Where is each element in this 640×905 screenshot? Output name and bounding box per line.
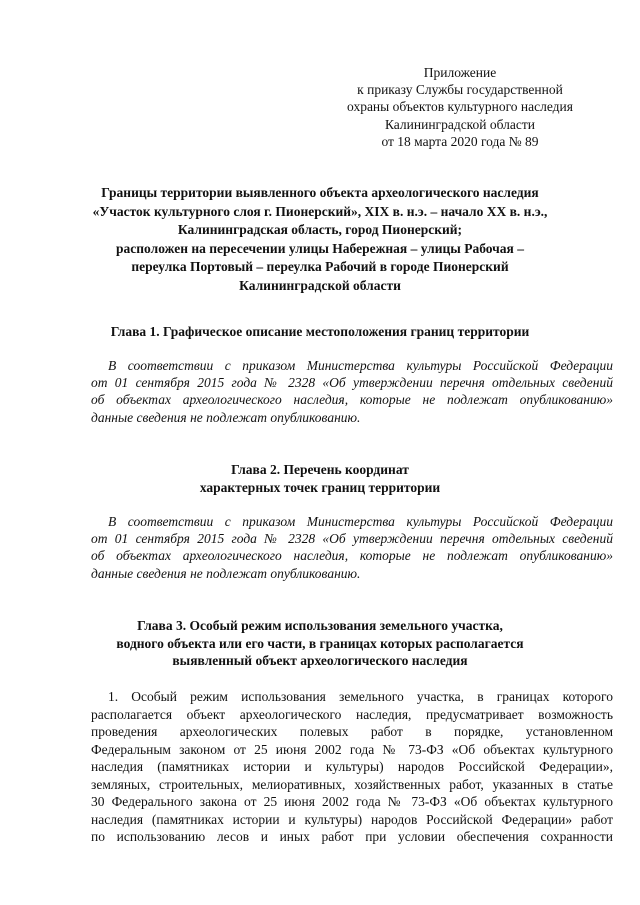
chapter-2-heading [60,461,580,496]
chapter-1-text [91,357,613,426]
text-line: 1. Особый режим использования земельного участка, в границах которого [108,689,613,704]
title-line: переулка Портовый – переулка Рабочий в городе Пионерский [131,259,509,275]
text-line: данные сведения не подлежат опубликованию. [91,565,361,581]
heading-line: выявленный объект археологического наследия [172,653,468,668]
text-line: от 01 сентября 2015 года № 2328 «Об утверждении перечня отдельных сведений [91,375,613,391]
text-line: проведения археологических полевых работ в порядке, установленном [91,724,613,739]
appendix-line: Приложение [423,65,497,80]
text-line: по использованию лесов и иных работ при условии обеспечения сохранности [91,829,613,844]
appendix-line: охраны объектов культурного наследия [347,99,573,115]
title-line: Границы территории выявленного объекта археологического наследия [101,185,539,200]
text-line: располагается объект археологического наследия, предусматривает возможность [91,706,613,722]
text-line: данные сведения не подлежат опубликованию. [91,409,361,425]
text-line: земляных, строительных, мелиоративных, хозяйственных работ, указанных в статье [91,776,613,792]
heading-line: Глава 2. Перечень координат [231,462,409,477]
text-line: 30 Федерального закона от 25 июня 2002 года № 73-ФЗ «Об объектах культурного [91,794,613,809]
text-line: Федеральным законом от 25 июня 2002 года № 73-ФЗ «Об объектах культурного [91,741,613,757]
appendix-block [330,64,590,150]
heading-line: характерных точек границ территории [199,479,441,495]
chapter-3-heading [60,617,580,670]
title-line: расположен на пересечении улицы Набережная – улицы Рабочая – [116,240,524,256]
text-line: В соответствии с приказом Министерства культуры Российской Федерации [108,358,613,373]
title-line: Калининградской области [239,277,401,293]
text-line: В соответствии с приказом Министерства культуры Российской Федерации [108,514,613,529]
chapter-2-text [91,513,613,582]
text-line: наследия (памятниках истории и культуры) народов Российской Федерации» работ [91,811,613,827]
title-line: «Участок культурного слоя г. Пионерский», XIX в. н.э. – начало XX в. н.э., [92,203,548,219]
heading-line: водного объекта или его части, в границах которых располагается [116,635,524,651]
appendix-line: от 18 марта 2020 года № 89 [381,133,539,149]
heading-line: Глава 3. Особый режим использования земельного участка, [137,618,503,633]
chapter-3-text [91,688,613,846]
text-line: наследия (памятниках истории и культуры) народов Российской Федерации», [91,759,613,774]
heading-line: Глава 1. Графическое описание местоположения границ территории [110,324,530,339]
text-line: об объектах археологического наследия, которые не подлежат опубликованию» [91,392,613,408]
document-title [60,184,580,296]
appendix-line: к приказу Службы государственной [357,82,563,98]
title-line: Калининградская область, город Пионерский; [177,222,463,238]
text-line: от 01 сентября 2015 года № 2328 «Об утверждении перечня отдельных сведений [91,531,613,547]
appendix-line: Калининградской области [384,116,536,132]
chapter-1-heading [60,323,580,341]
text-line: об объектах археологического наследия, которые не подлежат опубликованию» [91,548,613,564]
